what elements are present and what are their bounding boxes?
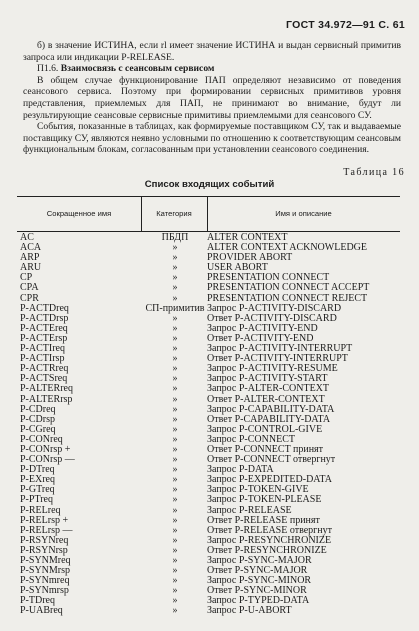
cell-description: ALTER CONTEXT ACKNOWLEDGE — [207, 242, 367, 254]
cell-description: Запрос P-ACTIVITY-START — [207, 373, 328, 385]
cell-category: » — [172, 514, 178, 526]
cell-description: Запрос P-ACTIVITY-END — [207, 322, 318, 334]
cell-abbr: P-SYNMrsp — [20, 565, 71, 577]
cell-abbr: P-ACTIrsp — [20, 353, 65, 365]
cell-category: » — [172, 605, 178, 617]
cell-category: » — [172, 403, 178, 415]
cell-description: Ответ P-SYNC-MINOR — [207, 585, 307, 597]
cell-category: » — [172, 433, 178, 445]
cell-category: » — [172, 282, 178, 294]
cell-category: » — [172, 524, 178, 536]
cell-description: Запрос P-SYNC-MAJOR — [207, 555, 312, 566]
cell-category: » — [172, 343, 178, 355]
cell-abbr: P-RELrsp — — [20, 524, 73, 536]
cell-category: » — [172, 332, 178, 344]
cell-category: » — [172, 272, 178, 284]
cell-description: Запрос P-RESYNCHRONIZE — [207, 534, 332, 546]
cell-description: Запрос P-DATA — [207, 464, 274, 476]
cell-abbr: P-CONreq — [20, 433, 63, 445]
column-header-abbr: Сокращенное имя — [46, 209, 112, 218]
cell-description: Запрос P-ACTIVITY-RESUME — [207, 363, 338, 375]
cell-abbr: P-CDreq — [20, 403, 56, 415]
cell-category: » — [172, 595, 178, 607]
cell-abbr: P-SYNmreq — [20, 575, 70, 587]
cell-category: » — [172, 504, 178, 516]
cell-category: » — [172, 484, 178, 496]
cell-abbr: ARU — [20, 262, 42, 274]
cell-category: » — [172, 534, 178, 546]
cell-abbr: P-ACTEreq — [20, 322, 68, 334]
cell-description: Запрос P-CAPABILITY-DATA — [207, 403, 335, 415]
cell-abbr: P-TDreq — [20, 595, 55, 607]
cell-description: Запрос P-TOKEN-GIVE — [207, 484, 309, 496]
cell-category: » — [172, 474, 178, 486]
cell-category: » — [172, 242, 178, 254]
cell-description: Запрос P-ACTIVITY-DISCARD — [207, 302, 342, 314]
cell-abbr: P-UABreq — [20, 605, 63, 617]
table-number: Таблица 16 — [343, 167, 405, 178]
section-title: Взаимосвязь с сеансовым сервисом — [60, 63, 215, 75]
cell-description: Ответ P-SYNC-MAJOR — [207, 565, 308, 577]
cell-category: » — [172, 555, 178, 566]
cell-abbr: P-ALTERreq — [20, 383, 73, 395]
table-header — [17, 196, 400, 232]
cell-category: » — [172, 443, 178, 455]
column-header-category: Категория — [156, 209, 192, 218]
cell-description: Ответ P-RELEASE отвергнут — [207, 524, 333, 536]
cell-abbr: P-EXreq — [20, 474, 55, 486]
cell-description: Запрос P-EXPEDITED-DATA — [207, 474, 332, 486]
cell-category: » — [172, 312, 178, 324]
cell-abbr: P-ACTSreq — [20, 373, 68, 385]
cell-abbr: ACA — [20, 242, 42, 254]
cell-abbr: P-GTreq — [20, 484, 55, 496]
cell-abbr: P-DTreq — [20, 464, 55, 476]
table-row — [0, 384, 419, 394]
cell-category: » — [172, 373, 178, 385]
cell-description: Запрос P-CONTROL-GIVE — [207, 423, 323, 435]
cell-description: ALTER CONTEXT — [207, 232, 288, 243]
cell-abbr: P-ACTErsp — [20, 332, 68, 344]
cell-description: Запрос P-U-ABORT — [207, 605, 292, 617]
cell-description: Ответ P-RESYNCHRONIZE — [207, 544, 327, 556]
cell-abbr: ARP — [20, 252, 40, 264]
cell-description: Запрос P-CONNECT — [207, 433, 295, 445]
cell-abbr: P-SYNmrsp — [20, 585, 69, 597]
cell-category: » — [172, 423, 178, 435]
table-title: Список входящих событий — [144, 179, 275, 190]
cell-abbr: P-PTreq — [20, 494, 53, 506]
cell-abbr: CPR — [20, 292, 39, 304]
cell-description: Ответ P-ALTER-CONTEXT — [207, 393, 325, 405]
cell-category: » — [172, 363, 178, 375]
cell-category: » — [172, 544, 178, 556]
section-number: П1.6. — [37, 63, 59, 75]
cell-category: » — [172, 494, 178, 506]
paragraph-3: События, показанные в таблицах, как формируемые поставщиком СУ, так и выдаваемые поставщику СУ, являются неявно условными по отношению к соответствующим сеансовым функциональным блокам, согласованным при установлении сеансового соединения. — [23, 121, 401, 156]
cell-description: Запрос P-RELEASE — [207, 504, 292, 516]
cell-description: Запрос P-ACTIVITY-INTERRUPT — [207, 343, 353, 355]
cell-abbr: P-ACTRreq — [20, 363, 69, 375]
table-row — [0, 606, 419, 616]
cell-description: Запрос P-TOKEN-PLEASE — [207, 494, 322, 506]
cell-abbr: P-RELrsp + — [20, 514, 69, 526]
cell-abbr: P-ACTDreq — [20, 302, 69, 314]
cell-category: » — [172, 252, 178, 264]
cell-abbr: P-RELreq — [20, 504, 61, 516]
cell-description: Запрос P-SYNC-MINOR — [207, 575, 312, 587]
cell-abbr: P-RSYNreq — [20, 534, 69, 546]
cell-description: Ответ P-RELEASE принят — [207, 514, 320, 526]
cell-description: USER ABORT — [207, 262, 268, 274]
cell-abbr: CP — [20, 272, 33, 284]
cell-abbr: P-CGreq — [20, 423, 56, 435]
cell-category: » — [172, 454, 178, 466]
cell-description: Ответ P-ACTIVITY-DISCARD — [207, 312, 337, 324]
cell-abbr: P-RSYNrsp — [20, 544, 68, 556]
cell-category: » — [172, 464, 178, 476]
section-heading — [23, 63, 401, 75]
cell-abbr: P-ACTIreq — [20, 343, 65, 355]
cell-abbr: CPA — [20, 282, 39, 294]
cell-category: » — [172, 565, 178, 577]
page-header: ГОСТ 34.972—91 С. 61 — [286, 19, 405, 31]
cell-abbr: P-CDrsp — [20, 413, 56, 425]
paragraph-1: б) в значение ИСТИНА, если rl имеет значение ИСТИНА и выдан сервисный примитив запроса или индикации P-RELEASE. — [23, 40, 401, 63]
cell-description: PRESENTATION CONNECT ACCEPT — [207, 282, 370, 294]
cell-category: » — [172, 585, 178, 597]
cell-description: Запрос P-TYPED-DATA — [207, 595, 310, 607]
cell-description: Ответ P-ACTIVITY-INTERRUPT — [207, 353, 348, 365]
cell-category: » — [172, 393, 178, 405]
cell-category: » — [172, 322, 178, 334]
cell-description: Ответ P-CONNECT принят — [207, 443, 324, 455]
cell-description: Запрос P-ALTER-CONTEXT — [207, 383, 330, 395]
cell-category: СП-примитив — [145, 302, 205, 314]
cell-category: » — [172, 413, 178, 425]
cell-category: » — [172, 575, 178, 587]
cell-abbr: P-CONrsp + — [20, 443, 71, 455]
cell-description: Ответ P-ACTIVITY-END — [207, 332, 314, 344]
cell-category: ПБДП — [161, 232, 189, 243]
cell-category: » — [172, 262, 178, 274]
cell-description: Ответ P-CAPABILITY-DATA — [207, 413, 331, 425]
cell-description: PRESENTATION CONNECT REJECT — [207, 292, 368, 304]
cell-description: PROVIDER ABORT — [207, 252, 293, 264]
body-text — [23, 40, 401, 156]
table-body — [0, 233, 419, 617]
cell-category: » — [172, 292, 178, 304]
cell-abbr: P-SYNMreq — [20, 555, 71, 566]
cell-abbr: AC — [20, 232, 34, 243]
column-header-description: Имя и описание — [275, 209, 332, 218]
cell-description: Ответ P-CONNECT отвергнут — [207, 454, 336, 466]
cell-abbr: P-CONrsp — — [20, 454, 75, 466]
cell-category: » — [172, 353, 178, 365]
paragraph-2: В общем случае функционирование ПАП определяют независимо от поведения сеансового сервиса. Поэтому при формировании сервисных примитивов уровня представления, приемлемых для ПАП, не принимают во внимание, будут ли результирующие сеансовые сервисные примитивы приемлемыми для сеансового СУ. — [23, 74, 401, 121]
cell-abbr: P-ALTERrsp — [20, 393, 73, 405]
cell-abbr: P-ACTDrsp — [20, 312, 69, 324]
cell-description: PRESENTATION CONNECT — [207, 272, 330, 284]
cell-category: » — [172, 383, 178, 395]
